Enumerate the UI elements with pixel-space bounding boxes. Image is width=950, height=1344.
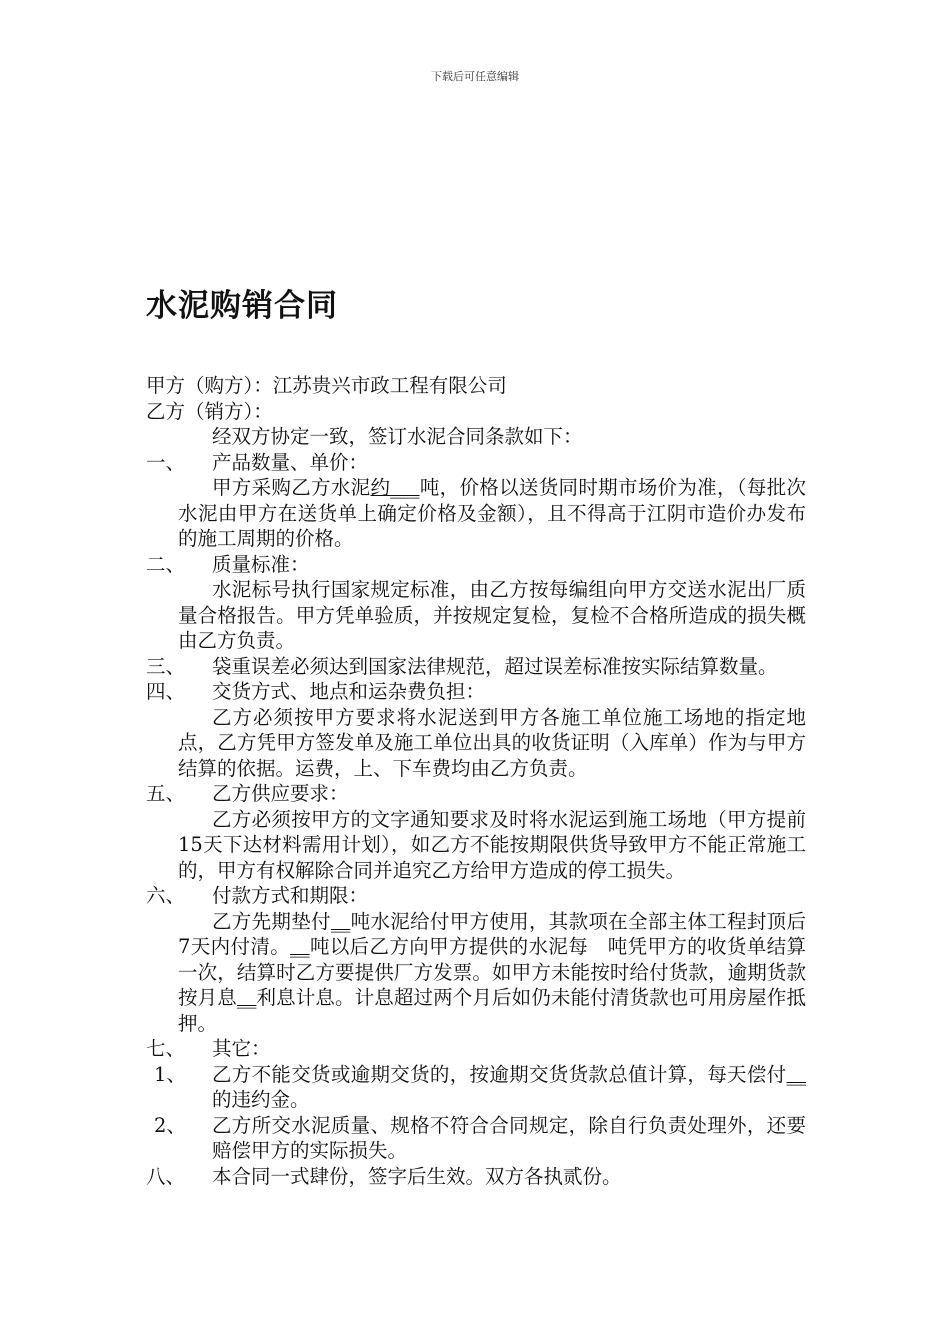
item-number: 2、 [154,1113,186,1137]
s6-blank-2: __ [290,935,310,958]
section-number: 一、 [146,450,186,474]
section-number: 五、 [146,782,186,805]
section-1-heading [146,450,806,476]
section-2-heading [146,552,806,578]
party-b: 乙方（销方）： [146,399,273,423]
section-7-item-2 [146,1113,806,1164]
section-heading: 产品数量、单价： [212,450,369,474]
section-6-text [146,909,806,1037]
section-heading: 付款方式和期限： [212,884,369,907]
section-3 [146,654,806,680]
contract-body [146,373,806,1189]
s6-blank-3: __ [236,986,257,1009]
s6-blank-1: __ [330,909,351,933]
section-number: 八、 [146,1164,186,1188]
section-2-text: 水泥标号执行国家规定标准，由乙方按每编组向甲方交送水泥出厂质量合格报告。甲方凭单验质，并按规定复检，复检不合格所造成的损失概由乙方负责。 [178,578,806,652]
section-4-heading [146,679,806,705]
section-1-text [146,475,806,552]
section-5-text: 乙方必须按甲方的文字通知要求及时将水泥运到施工场地（甲方提前15天下达材料需用计划），如乙方不能按期限供货导致甲方不能正常施工的，甲方有权解除合同并追究乙方给甲方造成的停工损失。 [178,807,806,882]
section-number: 二、 [146,552,186,576]
item-text-b: 的违约金。 [212,1088,310,1111]
section-heading: 交货方式、地点和运杂费负担： [212,680,486,703]
s1-text-a: 甲方采购乙方水泥 [212,476,371,499]
item-blank: __ [786,1062,806,1086]
s6-text-a: 乙方先期垫付 [212,909,331,933]
s6-text-d: 利息计息。计息超过两个月后如仍未能付清货款也可用房屋作抵押。 [178,986,806,1035]
section-4-text: 乙方必须按甲方要求将水泥送到甲方各施工单位施工场地的指定地点，乙方凭甲方签发单及施工单位出具的收货证明（入库单）作为与甲方结算的依据。运费，上、下车费均由乙方负责。 [178,705,806,780]
document-title: 水泥购销合同 [146,288,338,324]
party-a: 甲方（购方）：江苏贵兴市政工程有限公司 [146,374,507,397]
section-heading: 乙方供应要求： [212,782,349,805]
s6-text-b: 吨水泥给付甲方使用，其款项在全部主体工程封顶后7天内付清。 [178,909,806,958]
section-number: 四、 [146,680,186,703]
s1-text-b: 吨，价格以送货同时期市场价为准，（每批次水泥由甲方在送货单上确定价格及金额），且不得高于江阴市造价办发布的施工周期的价格。 [178,476,806,550]
item-number: 1、 [154,1062,186,1086]
section-number: 三、 [146,654,186,678]
section-number: 七、 [146,1037,186,1060]
section-6-heading [146,883,806,909]
section-heading: 质量标准： [212,552,310,576]
section-number: 六、 [146,884,186,907]
section-heading: 本合同一式肆份，签字后生效。双方各执贰份。 [212,1164,622,1188]
section-7-heading [146,1036,806,1062]
page-header-note: 下载后可任意编辑 [431,70,519,83]
item-text-a: 乙方所交水泥质量、规格不符合合同规定，除自行负责处理外，还要赔偿甲方的实际损失。 [212,1113,806,1162]
section-7-item-1 [146,1062,806,1113]
section-5-heading [146,781,806,807]
item-text-a: 乙方不能交货或逾期交货的，按逾期交货货款总值计算，每天偿付 [212,1062,787,1086]
s6-text-c: 吨以后乙方向甲方提供的水泥每 吨凭甲方的收货单结算一次，结算时乙方要提供厂方发票。如甲方未能按时给付货款，逾期货款按月息 [178,935,806,1009]
section-8 [146,1164,806,1190]
section-heading: 其它： [212,1037,271,1060]
intro-line: 经双方协定一致，签订水泥合同条款如下： [212,425,583,448]
s1-blank: 约___ [370,476,420,499]
section-heading: 袋重误差必须达到国家法律规范，超过误差标准按实际结算数量。 [212,654,778,678]
